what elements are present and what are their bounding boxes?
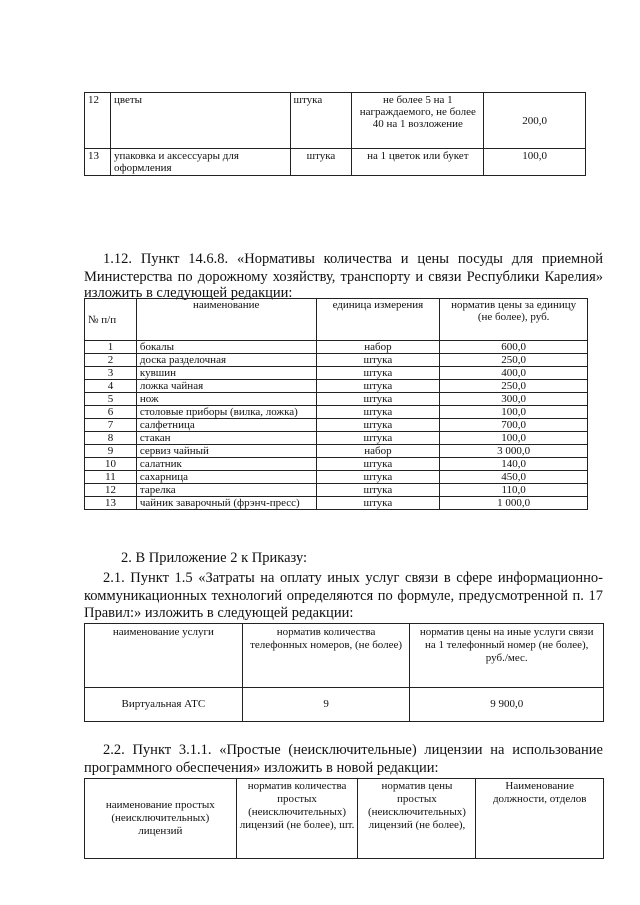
item-name: стакан <box>136 432 316 445</box>
col-header-license-name: наименование простых (неисключительных) лицензий <box>85 779 237 859</box>
item-price: 3 000,0 <box>440 445 588 458</box>
table-row <box>85 380 588 393</box>
item-price: 250,0 <box>440 354 588 367</box>
table-row <box>85 393 588 406</box>
section-2-1-line2: коммуникационных технологий определяются по формуле, предусмотренной п. 17 <box>84 588 603 604</box>
row-number: 11 <box>85 471 137 484</box>
col-header-position: Наименование должности, отделов <box>476 779 604 859</box>
item-name: кувшин <box>136 367 316 380</box>
section-2-1-line3: Правил:» изложить в следующей редакции: <box>84 605 354 621</box>
section-1-12-line3: изложить в следующей редакции: <box>84 285 293 301</box>
item-unit: штука <box>316 458 440 471</box>
item-name: чайник заварочный (фрэнч-пресс) <box>136 497 316 510</box>
table-row <box>85 484 588 497</box>
table-row <box>85 471 588 484</box>
table-row <box>85 688 604 722</box>
table-row <box>85 497 588 510</box>
item-price: 1 000,0 <box>440 497 588 510</box>
item-name: салфетница <box>136 419 316 432</box>
item-name: доска разделочная <box>136 354 316 367</box>
col-header-price: норматив цены на иные услуги связи на 1 телефонный номер (не более), руб./мес. <box>410 624 604 688</box>
item-name: сервиз чайный <box>136 445 316 458</box>
item-price: 700,0 <box>440 419 588 432</box>
row-number: 2 <box>85 354 137 367</box>
row-number: 5 <box>85 393 137 406</box>
item-name: бокалы <box>136 341 316 354</box>
flowers-table <box>84 92 586 176</box>
row-number: 12 <box>85 484 137 497</box>
licenses-table <box>84 778 604 859</box>
table-row <box>85 419 588 432</box>
row-number: 4 <box>85 380 137 393</box>
table-header-row <box>85 779 604 859</box>
table-row <box>85 432 588 445</box>
item-unit: штука <box>316 406 440 419</box>
row-number: 10 <box>85 458 137 471</box>
item-price: 300,0 <box>440 393 588 406</box>
row-number: 6 <box>85 406 137 419</box>
item-name: цветы <box>110 93 290 149</box>
item-unit: штука <box>316 432 440 445</box>
col-header-qty: норматив количества телефонных номеров, (не более) <box>242 624 410 688</box>
table-header-row <box>85 624 604 688</box>
table-row <box>85 367 588 380</box>
table-row <box>85 149 586 176</box>
item-unit: штука <box>290 149 352 176</box>
item-unit: штука <box>316 393 440 406</box>
section-2-2-line1: 2.2. Пункт 3.1.1. «Простые (неисключительные) лицензии на использование <box>103 742 603 758</box>
section-2-2-line2: программного обеспечения» изложить в новой редакции: <box>84 760 439 776</box>
item-name: ложка чайная <box>136 380 316 393</box>
item-unit: штука <box>316 419 440 432</box>
item-price: 600,0 <box>440 341 588 354</box>
section-2-1-line1: 2.1. Пункт 1.5 «Затраты на оплату иных услуг связи в сфере информационно- <box>103 570 603 586</box>
row-number: 13 <box>85 497 137 510</box>
item-name: столовые приборы (вилка, ложка) <box>136 406 316 419</box>
col-header-license-price: норматив цены простых (неисключительных) лицензий (не более), <box>358 779 476 859</box>
row-number: 8 <box>85 432 137 445</box>
row-number: 9 <box>85 445 137 458</box>
col-header-service: наименование услуги <box>85 624 243 688</box>
item-price: 250,0 <box>440 380 588 393</box>
row-number: 3 <box>85 367 137 380</box>
dishes-table <box>84 298 588 510</box>
table-row <box>85 341 588 354</box>
col-header-license-qty: норматив количества простых (неисключительных) лицензий (не более), шт. <box>236 779 358 859</box>
row-number: 13 <box>85 149 111 176</box>
item-price: 450,0 <box>440 471 588 484</box>
col-header-num: № п/п <box>85 299 137 341</box>
table-row <box>85 354 588 367</box>
item-price: 200,0 <box>484 93 586 149</box>
item-name: сахарница <box>136 471 316 484</box>
item-norm: не более 5 на 1 награждаемого, не более 40 на 1 возложение <box>352 93 484 149</box>
item-unit: штука <box>316 471 440 484</box>
item-unit: набор <box>316 445 440 458</box>
item-name: тарелка <box>136 484 316 497</box>
col-header-price: норматив цены за единицу (не более), руб. <box>440 299 588 341</box>
item-norm: на 1 цветок или букет <box>352 149 484 176</box>
item-name: упаковка и аксессуары для оформления <box>110 149 290 176</box>
item-price: 400,0 <box>440 367 588 380</box>
section-1-12-line1: 1.12. Пункт 14.6.8. «Нормативы количества и цены посуды для приемной <box>103 251 603 267</box>
table-row <box>85 406 588 419</box>
item-unit: штука <box>316 497 440 510</box>
row-number: 1 <box>85 341 137 354</box>
table-row <box>85 93 586 149</box>
item-unit: штука <box>290 93 352 149</box>
service-name: Виртуальная АТС <box>85 688 243 722</box>
communication-services-table <box>84 623 604 722</box>
row-number: 12 <box>85 93 111 149</box>
section-1-12-line2: Министерства по дорожному хозяйству, транспорту и связи Республики Карелия» <box>84 269 603 285</box>
col-header-unit: единица измерения <box>316 299 440 341</box>
item-name: нож <box>136 393 316 406</box>
item-price: 140,0 <box>440 458 588 471</box>
row-number: 7 <box>85 419 137 432</box>
item-price: 100,0 <box>440 432 588 445</box>
item-price: 110,0 <box>440 484 588 497</box>
item-unit: штука <box>316 484 440 497</box>
col-header-name: наименование <box>136 299 316 341</box>
phone-number-qty: 9 <box>242 688 410 722</box>
table-row <box>85 458 588 471</box>
item-price: 100,0 <box>484 149 586 176</box>
item-name: салатник <box>136 458 316 471</box>
table-row <box>85 445 588 458</box>
item-unit: набор <box>316 341 440 354</box>
item-unit: штука <box>316 367 440 380</box>
table-header-row <box>85 299 588 341</box>
item-price: 100,0 <box>440 406 588 419</box>
section-2-heading: 2. В Приложение 2 к Приказу: <box>121 550 308 566</box>
item-unit: штука <box>316 354 440 367</box>
item-unit: штука <box>316 380 440 393</box>
service-price: 9 900,0 <box>410 688 604 722</box>
